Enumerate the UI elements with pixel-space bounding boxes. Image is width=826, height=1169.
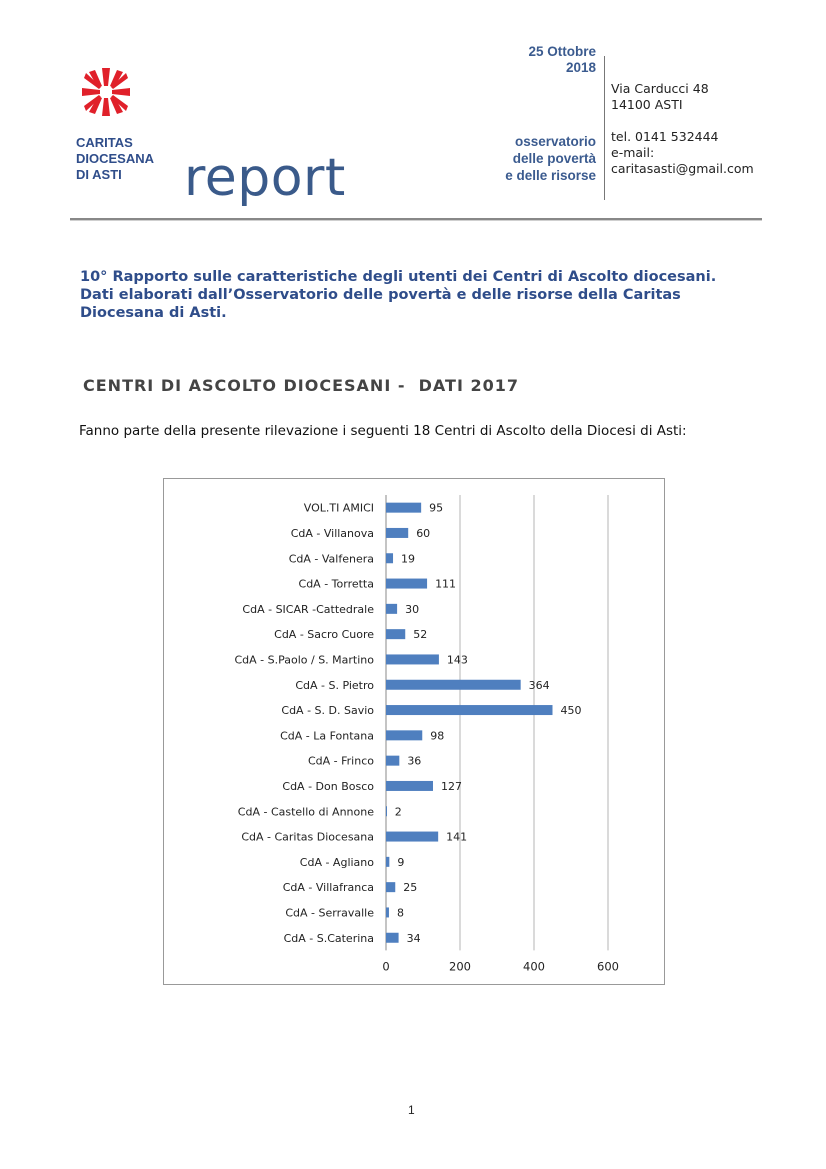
page-number: 1: [408, 1103, 415, 1117]
section-heading: CENTRI DI ASCOLTO DIOCESANI - DATI 2017: [83, 376, 520, 395]
intro-line: Dati elaborati dall’Osservatorio delle povertà e delle risorse della Caritas: [80, 287, 681, 303]
bar: [386, 806, 387, 816]
date-line: 2018: [565, 60, 596, 75]
category-label: CdA - Villanova: [290, 526, 374, 540]
email-label: e-mail:: [611, 145, 655, 160]
bar: [386, 604, 397, 614]
value-label: 30: [405, 602, 420, 616]
value-label: 364: [528, 678, 550, 692]
organization-name: [76, 135, 154, 183]
value-label: 111: [435, 577, 457, 591]
phone-line: tel. 0141 532444: [611, 129, 719, 144]
value-label: 127: [440, 779, 462, 793]
intro-line: Diocesana di Asti.: [80, 305, 227, 321]
x-tick-label: 400: [523, 959, 545, 974]
category-label: CdA - SICAR -Cattedrale: [242, 602, 374, 616]
intro-line: 10° Rapporto sulle caratteristiche degli utenti dei Centri di Ascolto diocesani.: [80, 269, 717, 285]
value-label: 95: [429, 501, 444, 515]
bar-chart-frame: [163, 478, 665, 985]
header-divider-vertical: [604, 56, 605, 200]
value-label: 19: [401, 552, 416, 566]
observatory-tagline: [450, 133, 596, 184]
bar: [386, 654, 439, 664]
caritas-logo-icon: [80, 66, 132, 118]
bar: [386, 756, 399, 766]
observatory-line: osservatorio: [514, 134, 596, 149]
value-label: 450: [560, 704, 582, 718]
observatory-line: e delle risorse: [505, 168, 596, 183]
bar: [386, 680, 521, 690]
value-label: 98: [430, 729, 445, 743]
bar: [386, 857, 389, 867]
address-line: 14100 ASTI: [611, 97, 683, 112]
category-label: CdA - Villafranca: [282, 881, 374, 895]
bar: [386, 705, 553, 715]
header-divider-shadow: [70, 220, 762, 221]
category-label: CdA - Caritas Diocesana: [241, 830, 374, 844]
org-name-line: DI ASTI: [76, 167, 122, 182]
value-label: 34: [406, 931, 421, 945]
bar: [386, 832, 438, 842]
bar: [386, 528, 408, 538]
x-tick-label: 200: [449, 959, 471, 974]
category-label: CdA - La Fontana: [280, 729, 374, 743]
bar: [386, 781, 433, 791]
bar: [386, 579, 427, 589]
value-label: 36: [407, 754, 422, 768]
category-label: CdA - Valfenera: [288, 552, 374, 566]
category-label: CdA - S.Caterina: [283, 931, 374, 945]
category-label: CdA - S.Paolo / S. Martino: [234, 653, 374, 667]
value-label: 52: [413, 628, 428, 642]
x-tick-label: 600: [597, 959, 619, 974]
bar: [386, 907, 389, 917]
email-address: caritasasti@gmail.com: [611, 161, 754, 176]
address-line: Via Carducci 48: [611, 81, 709, 96]
category-label: CdA - Sacro Cuore: [274, 628, 374, 642]
contact-block: [611, 81, 754, 177]
org-name-line: CARITAS: [76, 135, 133, 150]
value-label: 60: [416, 526, 431, 540]
category-label: CdA - Castello di Annone: [237, 805, 374, 819]
bar: [386, 730, 422, 740]
value-label: 2: [394, 805, 402, 819]
category-label: CdA - Serravalle: [285, 906, 374, 920]
category-label: VOL.TI AMICI: [303, 501, 374, 515]
category-label: CdA - Frinco: [307, 754, 374, 768]
observatory-line: delle povertà: [512, 151, 596, 166]
bar: [386, 553, 393, 563]
bar: [386, 882, 395, 892]
value-label: 8: [396, 906, 404, 920]
category-label: CdA - S. Pietro: [295, 678, 374, 692]
category-label: CdA - Torretta: [298, 577, 374, 591]
value-label: 25: [403, 881, 418, 895]
bar: [386, 503, 421, 513]
value-label: 141: [446, 830, 468, 844]
value-label: 143: [446, 653, 468, 667]
category-label: CdA - Don Bosco: [282, 779, 374, 793]
bar: [386, 933, 399, 943]
report-wordmark: report: [184, 148, 346, 208]
value-label: 9: [397, 855, 405, 869]
bar: [386, 629, 405, 639]
category-label: CdA - S. D. Savio: [281, 704, 374, 718]
x-tick-label: 0: [382, 959, 390, 974]
report-date: [470, 44, 596, 76]
intro-paragraph: [80, 268, 760, 322]
bar-chart: [164, 479, 664, 984]
date-line: 25 Ottobre: [528, 44, 596, 59]
org-name-line: DIOCESANA: [76, 151, 155, 166]
lead-text: Fanno parte della presente rilevazione i seguenti 18 Centri di Ascolto della Diocesi di Asti:: [79, 423, 687, 439]
category-label: CdA - Agliano: [299, 855, 374, 869]
